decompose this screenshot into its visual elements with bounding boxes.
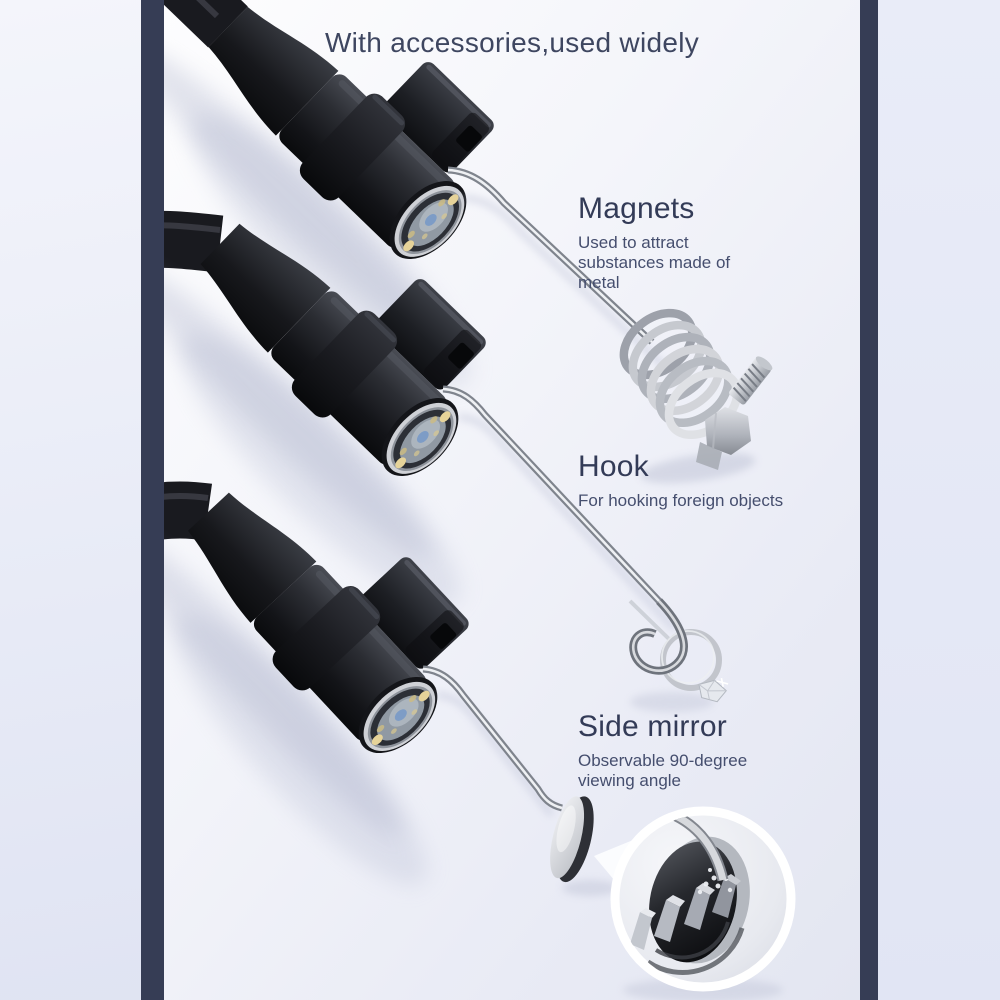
magnets-name: Magnets: [578, 192, 695, 225]
hook-label: [578, 450, 838, 511]
side-mirror-description: Observable 90-degree viewing angle: [578, 751, 748, 790]
right-frame-bar: [860, 0, 878, 1000]
page-title: With accessories,used widely: [324, 27, 700, 58]
hook-description: For hooking foreign objects: [578, 491, 784, 510]
side-mirror-name: Side mirror: [578, 710, 727, 743]
side-mirror-label: [578, 710, 783, 791]
magnets-label: [578, 192, 768, 293]
magnets-description: Used to attract substances made of metal: [578, 233, 731, 292]
hook-name: Hook: [578, 450, 649, 483]
zoom-bubble: [594, 811, 791, 1000]
left-frame-bar: [141, 0, 164, 1000]
